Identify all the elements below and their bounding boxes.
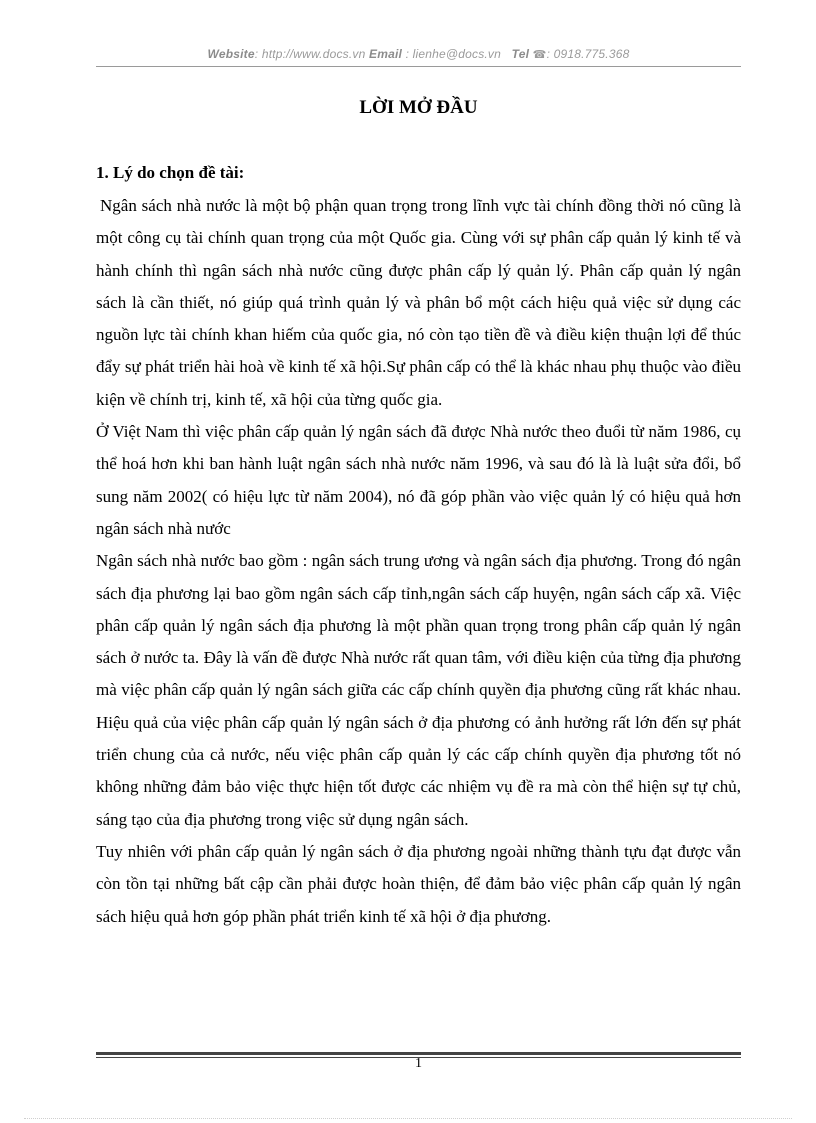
tel-value: : 0918.775.368 <box>546 47 630 61</box>
paragraph-4: Tuy nhiên với phân cấp quản lý ngân sách ở địa phương ngoài những thành tựu đạt được vẫn còn tồn tại những bất cập cần phải được hoàn thiện, để đảm bảo việc phân cấp quản lý ngân sách hiệu quả hơn góp phần phát triển kinh tế xã hội ở địa phương. <box>96 841 741 926</box>
website-value: : http://www.docs.vn <box>254 47 366 61</box>
email-value: : lienhe@docs.vn <box>405 47 502 61</box>
page-header <box>96 47 741 61</box>
website-label: Website <box>207 47 255 61</box>
page-number: 1 <box>415 1056 422 1071</box>
page-bottom-edge <box>24 1118 792 1119</box>
body-text <box>96 190 741 933</box>
phone-icon: ☎ <box>532 49 547 61</box>
section-heading: 1. Lý do chọn đề tài: <box>96 163 245 182</box>
paragraph-1: Ngân sách nhà nước là một bộ phận quan trọng trong lĩnh vực tài chính đồng thời nó cũng là một công cụ tài chính quan trọng của một Quốc gia. Cùng với sự phân cấp quản lý kinh tế và hành chính thì ngân sách nhà nước cũng được phân cấp lý quản lý. Phân cấp quản lý ngân sách là cần thiết, nó giúp quá trình quản lý và phân bổ một cách hiệu quả việc sử dụng các nguồn lực tài chính khan hiếm của quốc gia, nó còn tạo tiền đề và điều kiện thuận lợi để thúc đẩy sự phát triển hài hoà về kinh tế xã hội.Sự phân cấp có thể là khác nhau phụ thuộc vào điều kiện về chính trị, kinh tế, xã hội của từng quốc gia. <box>96 196 741 409</box>
tel-label: Tel <box>511 47 530 61</box>
header-divider <box>96 66 741 67</box>
page-title: LỜI MỞ ĐẦU <box>359 97 478 118</box>
footer-divider-thick <box>96 1052 741 1055</box>
paragraph-2: Ở Việt Nam thì việc phân cấp quản lý ngân sách đã được Nhà nước theo đuổi từ năm 1986, cụ thể hoá hơn khi ban hành luật ngân sách nhà nước năm 1996, và sau đó là là luật sửa đổi, bổ sung năm 2002( có hiệu lực từ năm 2004), nó đã góp phần vào việc quản lý có hiệu quả hơn ngân sách nhà nước <box>96 422 741 538</box>
paragraph-3: Ngân sách nhà nước bao gồm : ngân sách trung ương và ngân sách địa phương. Trong đó ngân sách địa phương lại bao gồm ngân sách cấp tỉnh,ngân sách cấp huyện, ngân sách cấp xã. Việc phân cấp quản lý ngân sách địa phương là một phần quan trọng trong phân cấp quản lý ngân sách ở nước ta. Đây là vấn đề được Nhà nước rất quan tâm, với điều kiện của từng địa phương mà việc phân cấp quản lý ngân sách giữa các cấp chính quyền địa phương cũng rất khác nhau. Hiệu quả của việc phân cấp quản lý ngân sách ở địa phương có ảnh hưởng rất lớn đến sự phát triển chung của cả nước, nếu việc phân cấp quản lý các cấp chính quyền địa phương tốt nó không những đảm bảo việc thực hiện tốt được các nhiệm vụ đề ra mà còn thể hiện sự tự chủ, sáng tạo của địa phương trong việc sử dụng ngân sách. <box>96 551 741 829</box>
email-label: Email <box>369 47 403 61</box>
